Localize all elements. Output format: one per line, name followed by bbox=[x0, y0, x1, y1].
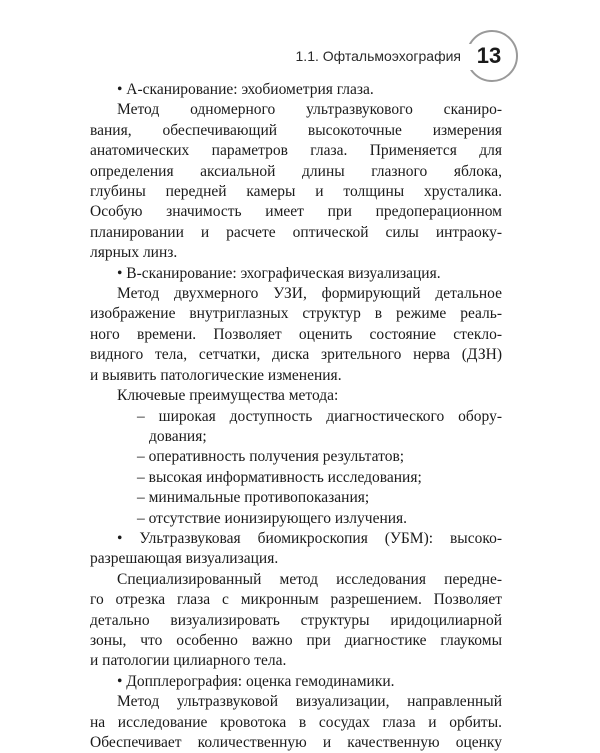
advantage-item: – минимальные противопоказания; bbox=[137, 489, 370, 507]
text-line: разрешающая визуализация. bbox=[90, 550, 279, 568]
page-number-badge bbox=[466, 30, 518, 82]
text-line: Метод двухмерного УЗИ, формирующий детальное bbox=[117, 285, 502, 303]
bullet-ubm: • Ультразвуковая биомикроскопия (УБМ): высоко- bbox=[117, 529, 502, 547]
page-number: 13 bbox=[476, 43, 502, 68]
text-line: изображение внутриглазных структур в режиме реаль- bbox=[90, 305, 502, 323]
text-line: и патологии цилиарного тела. bbox=[90, 652, 287, 670]
body-text bbox=[90, 80, 502, 753]
text-line: Особую значимость имеет при предоперационном bbox=[90, 203, 502, 221]
text-line: ного времени. Позволяет оценить состояние стекло- bbox=[90, 325, 502, 343]
text-line: определения аксиальной длины глазного яблока, bbox=[90, 162, 502, 180]
bullet-doppler: • Допплерография: оценка гемодинамики. bbox=[117, 672, 395, 690]
advantage-item-continued: дования; bbox=[149, 427, 207, 445]
advantage-item: – широкая доступность диагностического обору- bbox=[137, 407, 502, 425]
text-line: на исследование кровотока в сосудах глаза и орбиты. bbox=[90, 713, 502, 731]
advantage-item: – отсутствие ионизирующего излучения. bbox=[137, 509, 408, 527]
text-line: глубины передней камеры и толщины хрусталика. bbox=[90, 183, 502, 201]
advantage-item: – высокая информативность исследования; bbox=[137, 468, 422, 486]
text-line: Метод одномерного ультразвукового сканиро- bbox=[117, 101, 502, 119]
text-line: и выявить патологические изменения. bbox=[90, 366, 342, 384]
text-line: видного тела, сетчатки, диска зрительного нерва (ДЗН) bbox=[90, 346, 502, 364]
running-title: 1.1. Офтальмоэхография bbox=[295, 48, 461, 64]
text-line: Обеспечивает количественную и качественную оценку bbox=[90, 734, 502, 751]
text-line: анатомических параметров глаза. Применяется для bbox=[90, 142, 502, 160]
text-line: лярных линз. bbox=[90, 244, 178, 262]
text-line: зоны, что особенно важно при диагностике глаукомы bbox=[90, 631, 502, 649]
text-line: детально визуализировать структуры иридоцилиарной bbox=[90, 611, 502, 629]
bullet-b-scan: • В-сканирование: эхографическая визуализация. bbox=[117, 264, 441, 282]
text-line: го отрезка глаза с микронным разрешением. Позволяет bbox=[90, 591, 502, 609]
advantages-heading: Ключевые преимущества метода: bbox=[117, 387, 339, 405]
advantage-item: – оперативность получения результатов; bbox=[137, 448, 405, 466]
bullet-a-scan: • А-сканирование: эхобиометрия глаза. bbox=[117, 81, 374, 98]
text-line: Метод ультразвуковой визуализации, направленный bbox=[117, 693, 502, 711]
page-header bbox=[0, 30, 600, 80]
text-line: Специализированный метод исследования передне- bbox=[117, 570, 502, 588]
text-line: вания, обеспечивающий высокоточные измерения bbox=[90, 121, 502, 139]
text-line: планировании и расчете оптической силы интраоку- bbox=[90, 223, 502, 241]
